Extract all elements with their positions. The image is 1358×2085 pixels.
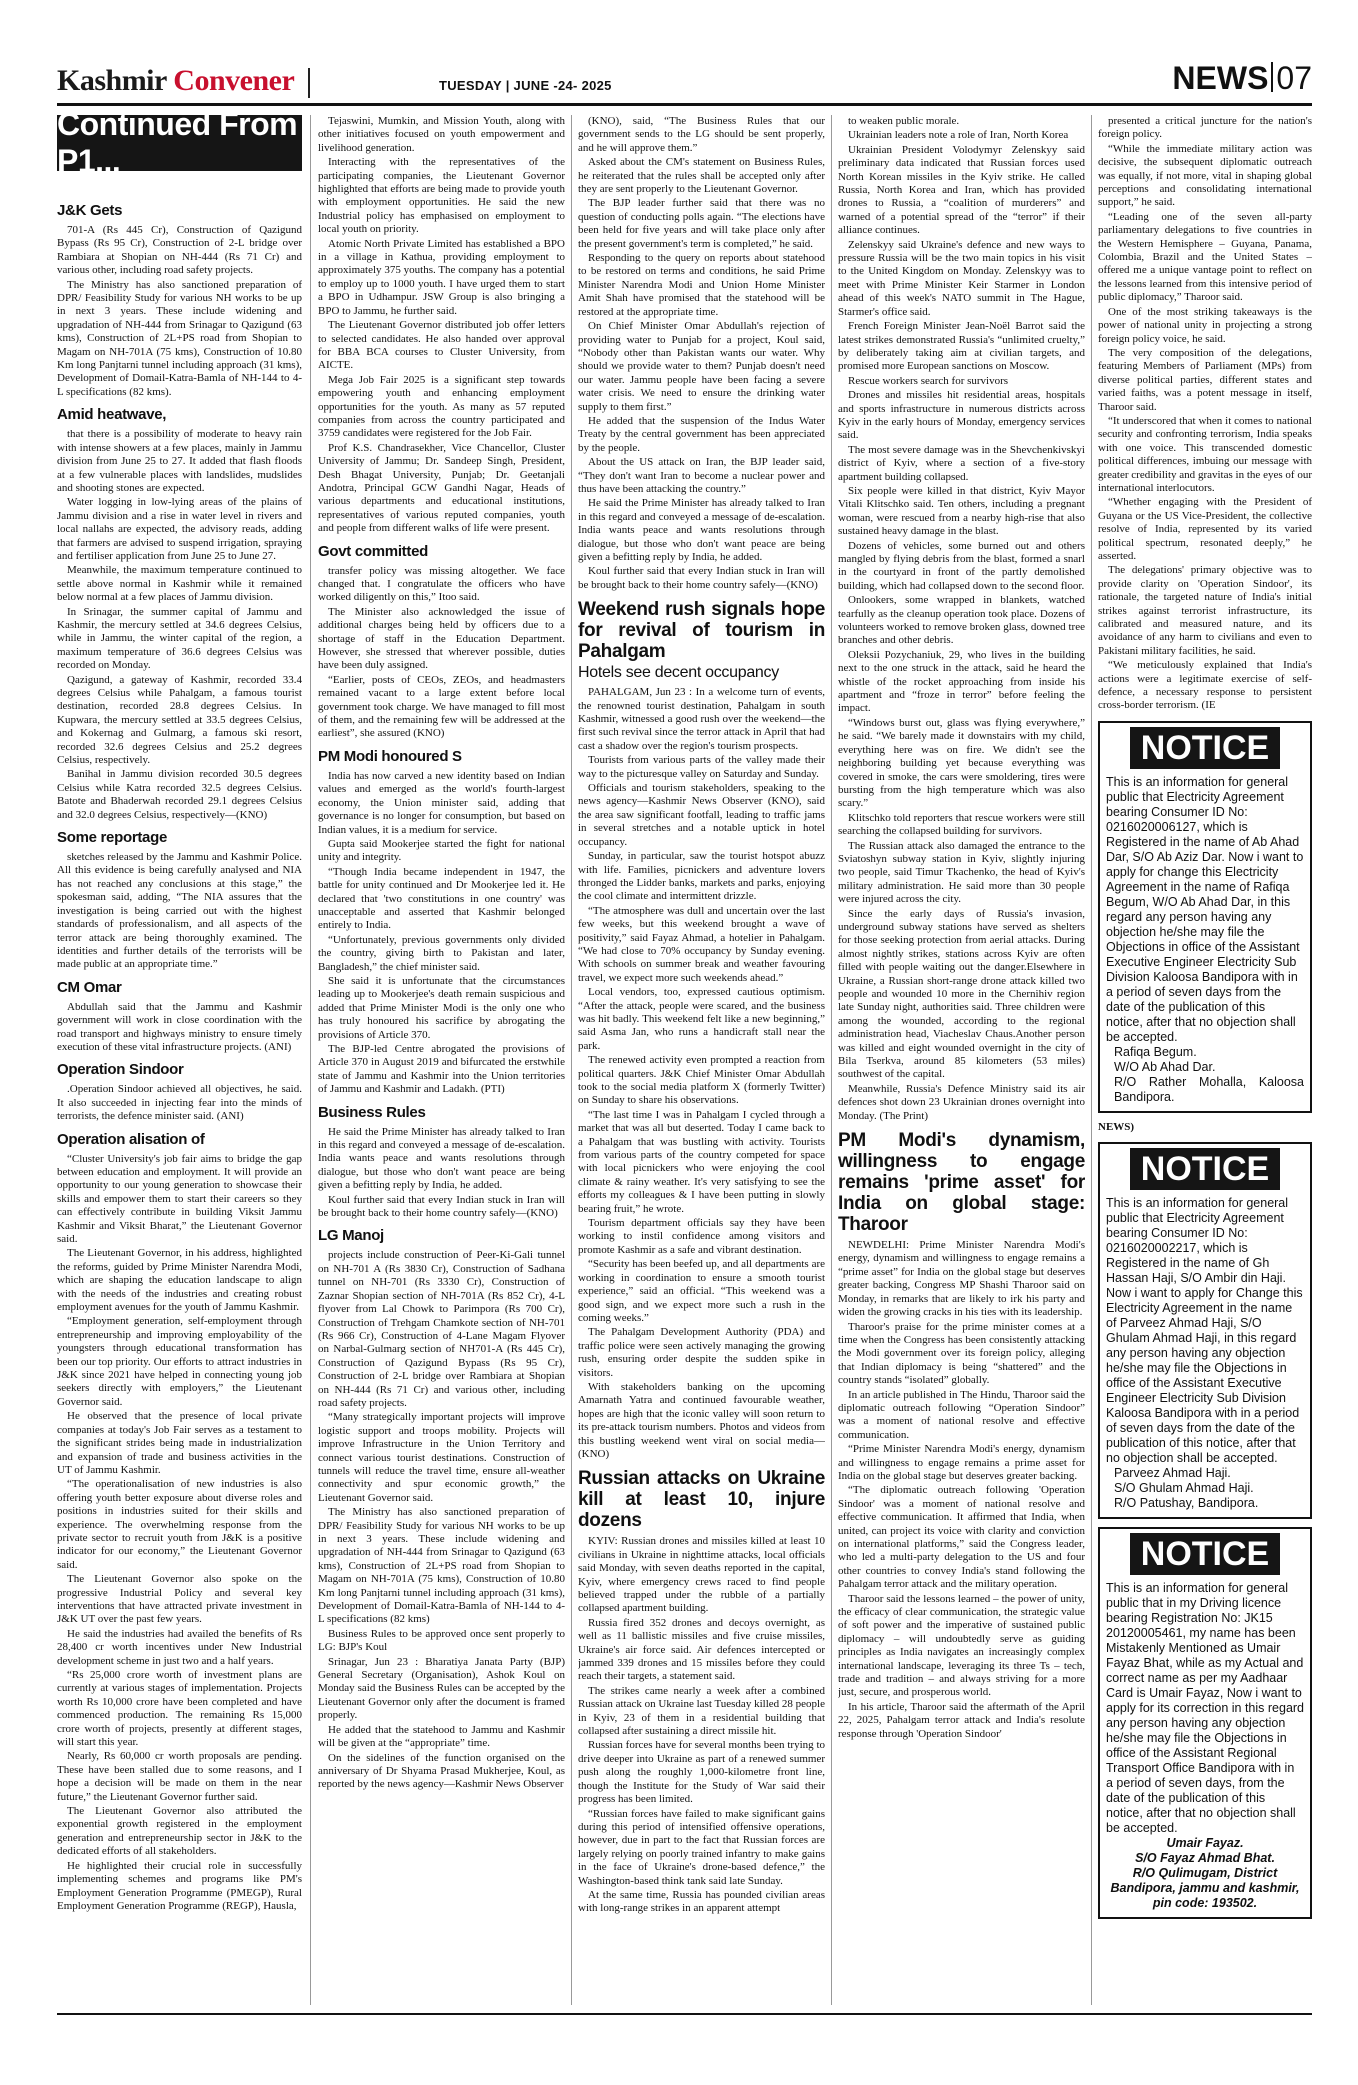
paragraph: About the US attack on Iran, the BJP leader said, “They don't want Iran to become a nuclear power and thus have been attacking the country.” (578, 456, 825, 495)
paragraph: Asked about the CM's statement on Business Rules, he reiterated that the rules shall be accepted only after they are sent properly to the Lieutenant Governor. (578, 156, 825, 196)
paragraph: Gupta said Mookerjee started the fight for national unity and integrity. (318, 837, 565, 864)
paragraph: Meanwhile, the maximum temperature continued to settle above normal in Kashmir while it remained below normal at a few places of Jammu division. (57, 564, 302, 604)
paragraph: Koul further said that every Indian stuck in Iran will be brought back to their home country safely—(KNO) (578, 565, 825, 591)
paragraph: Tourists from various parts of the valley made their way to the picturesque valley on Saturday and Sunday. (578, 754, 825, 780)
paragraph: The BJP leader further said that there was no question of conducting polls again. “The elections have been held for five years and will take place only after the present government's term is completed,” he said. (578, 197, 825, 250)
notice-box (1098, 1142, 1312, 1519)
paragraph: The BJP-led Centre abrogated the provisions of Article 370 in August 2019 and bifurcated the erstwhile state of Jammu and Kashmir into the Union territories of Jammu and Kashmir and Ladakh. (PTI) (318, 1043, 565, 1096)
notice-box (1098, 721, 1312, 1113)
paragraph: KYIV: Russian drones and missiles killed at least 10 civilians in Ukraine in nighttime attacks, local officials said Monday, with seven deaths reported in the capital, Kyiv, where emergency crews raced to find people believed trapped under the rubble of a partially collapsed apartment building. (578, 1535, 825, 1615)
paragraph: “Windows burst out, glass was flying everywhere,” he said. “We barely made it downstairs with my child, everything here was on fire. We didn't see the neighboring building yet because everything was covered in smoke, the cars were smoldering, tires were bursting from the high temperature which was also scary.” (838, 716, 1085, 810)
notice-signature: S/O Ghulam Ahmad Haji. (1114, 1481, 1254, 1496)
paragraph: “Many strategically important projects will improve logistic support and troops mobility. Projects will improve Infrastructure in the Union Territory and connect various tourist destinations. Construction of tunnels will reduce the travel time, ensure all-weather connectivity and spur economic growth,” the Lieutenant Governor said. (318, 1411, 565, 1504)
column-divider (1091, 115, 1092, 2005)
paragraph: “The diplomatic outreach following 'Operation Sindoor' was a moment of national resolve and effective communication. It affirmed that India, when united, can project its voice with clarity and conviction on international platforms,” said the Congress leader, who led a multi-party delegation to the US and four other countries to convey India's stand following the Pahalgam terror attack and the military operation. (838, 1484, 1085, 1591)
paragraph: In Srinagar, the summer capital of Jammu and Kashmir, the mercury settled at 34.6 degrees Celsius, while in Jammu, the winter capital of the region, a maximum temperature of 36.6 degrees Celsius was recorded on Monday. (57, 605, 302, 672)
headline: LG Manoj (318, 1227, 384, 1245)
paragraph: The Lieutenant Governor also spoke on the progressive Industrial Policy and several key interventions that have attracted private investment in J&K UT over the past few years. (57, 1573, 302, 1626)
headline: PM Modi's dynamism, willingness to engage remains 'prime asset' for India on global stage: Tharoor (838, 1130, 1085, 1236)
paragraph: “The atmosphere was dull and uncertain over the last few weeks, but this weekend brought a wave of positivity,” said Fayaz Ahmad, a hotelier in Pahalgam. “We had close to 70% occupancy by Sunday evening. With schools on summer break and weather favouring travel, we expect more such weekends ahead.” (578, 904, 825, 984)
headline: Amid heatwave, (57, 406, 167, 424)
paragraph: The Russian attack also damaged the entrance to the Sviatoshyn subway station in Kyiv, slightly injuring two people, said Timur Tkachenko, the head of Kyiv's military administration. He said more than 30 people were injured across the city. (838, 839, 1085, 906)
paragraph: The Lieutenant Governor distributed job offer letters to selected candidates. He also handed over approval for BBA BCA courses to Cluster University, from AICTE. (318, 319, 565, 372)
paragraph: Business Rules to be approved once sent properly to LG: BJP's Koul (318, 1627, 565, 1654)
notice-body: This is an information for general public that in my Driving licence bearing Registration No: JK15 20120005461, my name has been Mistakenly Mentioned as Umair Fayaz Bhat, while as my Actual and correct name as per my Aadhaar Card is Umair Fayaz, Now i want to apply for its correction in this regard any person having any objection he/she may file the Objections in office of the Assistant Regional Transport Office Bandipora with in a period of seven days, from the date of the publication of this notice, after that no objection shall be accepted. (1106, 1581, 1305, 1836)
paragraph: The Lieutenant Governor also attributed the exponential growth registered in the employment generation and entrepreneurship sector in J&K to the dedicated efforts of all stakeholders. (57, 1805, 302, 1858)
paragraph: Russian forces have for several months been trying to drive deeper into Ukraine as part of a renewed summer push along the roughly 1,000-kilometre front line, though the Institute for the Study of War said their progress has been limited. (578, 1739, 825, 1806)
paragraph: 701-A (Rs 445 Cr), Construction of Qazigund Bypass (Rs 95 Cr), Construction of 2-L bridge over Rambiara at Shopian on NH-444 (Rs 71 Cr) and various other, including road safety projects. (57, 224, 302, 277)
paragraph: Qazigund, a gateway of Kashmir, recorded 33.4 degrees Celsius while Pahalgam, a famous tourist destination, recorded 28.8 degrees Celsius. In Kupwara, the mercury settled at 33.5 degrees Celsius, and Kokernag and Gulmarg, a famous ski resort, recorded 32.6 degrees Celsius and 25.2 degrees Celsius, respectively. (57, 673, 302, 767)
paragraph: Meanwhile, Russia's Defence Ministry said its air defences shot down 23 Ukrainian drones overnight into Monday. (The Print) (838, 1082, 1085, 1122)
paragraph: “Cluster University's job fair aims to bridge the gap between education and employment. It will provide an opportunity to our young generation to showcase their skills and empower them to start their careers so they can effectively contribute in building Viksit Jammu Kashmir and Viksit Bharat,” the Lieutenant Governor said. (57, 1152, 302, 1245)
paragraph: NEWDELHI: Prime Minister Narendra Modi's energy, dynamism and willingness to engage remains a “prime asset” for India on the global stage but deserves greater backing, Congress MP Shashi Tharoor said on Monday, in remarks that are likely to irk his party and widen the growing cracks in his ties with its leadership. (838, 1239, 1085, 1319)
paragraph: (KNO), said, “The Business Rules that our government sends to the LG should be sent properly, and he will approve them.” (578, 115, 825, 154)
paragraph: The Lieutenant Governor, in his address, highlighted the reforms, guided by Prime Minister Narendra Modi, which are shaping the education landscape to align with the needs of the industries and creating robust employment avenues for the youth of Jammu Kashmir. (57, 1247, 302, 1314)
paragraph: In an article published in The Hindu, Tharoor said the diplomatic outreach following “Operation Sindoor” was a moment of national resolve and effective communication. (838, 1388, 1085, 1441)
paragraph: Prof K.S. Chandrasekher, Vice Chancellor, Cluster University of Jammu; Dr. Sandeep Singh, President, Desh Bhagat University, Punjab; Dr. Geetanjali Andotra, Principal GCW Gandhi Nagar, Heads of various departments and educational institutions, representatives of various reputed companies, youth and people from different walks of life were present. (318, 441, 565, 535)
paragraph: Since the early days of Russia's invasion, underground subway stations have served as shelters for those seeking protection from aerial attacks. During almost nightly strikes, stations across Kyiv are often filled with people waiting out the danger.Elsewhere in Ukraine, a Russian short-range drone attack killed two people and wounded 10 more in the Chernihiv region late Sunday night, authorities said. Three children were among the wounded, according to the regional administration head, Viacheslav Chaus.Another person was killed and eight wounded overnight in the city of Bila Tserkva, around 85 kilometers (53 miles) southwest of the capital. (838, 907, 1085, 1081)
paragraph: transfer policy was missing altogether. We face changed that. I congratulate the officers who have worked diligently on this,” Itoo said. (318, 564, 565, 604)
column-2 (318, 115, 565, 2005)
paragraph: “Rs 25,000 crore worth of investment plans are currently at various stages of implementation. Projects worth Rs 10,000 crore have been completed and have commenced production. The remaining Rs 15,000 crore worth of projects, presently at different stages, will start this year. (57, 1669, 302, 1749)
paragraph: He said the Prime Minister has already talked to Iran in this regard and conveyed a message of de-escalation. India wants peace and wants resolutions through dialogue, but those who don't want peace are being given a befitting reply by India, he added. (318, 1125, 565, 1192)
paragraph: The Ministry has also sanctioned preparation of DPR/ Feasibility Study for various NH works to be up in next 3 years. These include widening and upgradation of NH-444 from Srinagar to Qazigund (63 kms), Construction of 2L+PS road from Shopian to Magam on NH-701A (75 kms), Construction of 10.80 Km long Panjtarni tunnel including approach (31 kms), Development of Domail-Katra-Bamla of NH-144 to 4-L specifications (82 kms) (318, 1506, 565, 1626)
notice-box (1098, 1527, 1312, 1919)
headline: Govt committed (318, 542, 428, 560)
notice-body: This is an information for general public that Electricity Agreement bearing Consumer ID No: 0216020002217, which is Registered in the name of Gh Hassan Haji, S/O Ambir din Haji. Now i want to apply for Change this Electricity Agreement in the name of Parveez Ahmad Haji, S/O Ghulam Ahmad Haji, in this regard any person having any objection he/she may file the Objections in office of the Assistant Executive Engineer Electricity Sub Division Kaloosa Bandipora with in a period of seven days from the date of the publication of this notice, after that no objection shall be accepted. (1106, 1196, 1303, 1466)
paragraph: Ukrainian leaders note a role of Iran, North Korea (848, 129, 1069, 142)
paragraph: .Operation Sindoor achieved all objectives, he said. It also succeeded in injecting fear into the minds of terrorists, the defence minister said. (ANI) (57, 1083, 302, 1123)
column-divider (310, 115, 311, 2005)
paragraph: “Whether engaging with the President of Guyana or the US Vice-President, the collective resolve of India, represented by its varied political spectrum, resonated deeply,” he asserted. (1098, 496, 1312, 562)
paragraph: “Security has been beefed up, and all departments are working in coordination to ensure a smooth tourist experience,” said an official. “This weekend was a good sign, and we expect more such a rush in the coming weeks.” (578, 1258, 825, 1324)
paragraph: to weaken public morale. (848, 115, 960, 127)
paragraph: India has now carved a new identity based on Indian values and emerged as the world's fourth-largest economy, the Union minister said, adding that governance is no longer for consumption, but based on Indian values, it is a medium for service. (318, 769, 565, 836)
headline: CM Omar (57, 978, 122, 996)
paragraph: “We meticulously explained that India's actions were a legitimate exercise of self-defence, a necessary response to persistent cross-border terrorism. (IE (1098, 659, 1312, 712)
paragraph: French Foreign Minister Jean-Noël Barrot said the latest strikes demonstrated Russia's “unlimited cruelty,” by deliberately taking aim at civilian targets, and promised more European sanctions on Moscow. (838, 320, 1085, 373)
paragraph: Zelenskyy said Ukraine's defence and new ways to pressure Russia will be the two main topics in his visit to the United Kingdom on Monday. Zelenskyy was to meet with Prime Minister Keir Starmer in London ahead of this week's NATO summit in The Hague, Starmer's office said. (838, 238, 1085, 318)
headline: Weekend rush signals hope for revival of tourism in Pahalgam (578, 599, 825, 663)
headline: PM Modi honoured S (318, 747, 462, 765)
paragraph: Drones and missiles hit residential areas, hospitals and sports infrastructure in numerous districts across Kyiv in the early hours of Monday, emergency services said. (838, 389, 1085, 442)
column-divider (831, 115, 832, 2005)
paragraph: He said the Prime Minister has already talked to Iran in this regard and conveyed a message of de-escalation. India wants peace and wants resolutions through dialogue, but those who don't want peace are being given a befitting reply by India, he added. (578, 497, 825, 563)
notice-signature: W/O Ab Ahad Dar. (1114, 1059, 1216, 1074)
paragraph: Rescue workers search for survivors (848, 374, 1009, 387)
column-5 (1098, 115, 1312, 2005)
paragraph: Onlookers, some wrapped in blankets, watched tearfully as the cleanup operation took place. Dozens of volunteers worked to remove broken glass, downed tree branches and other debris. (838, 594, 1085, 647)
headline: Russian attacks on Ukraine kill at least 10, injure dozens (578, 1468, 825, 1532)
paragraph: “Leading one of the seven all-party parliamentary delegations to five countries in the Western Hemisphere – Guyana, Panama, Colombia, Brazil and the United States – offered me a unique vantage point to reflect on the lessons learned from this intensive period of public diplomacy,” Tharoor said. (1098, 210, 1312, 304)
paragraph: “Unfortunately, previous governments only divided the country, giving birth to Pakistan and later, Bangladesh,” the chief minister said. (318, 933, 565, 973)
notice-title: NOTICE (1130, 1533, 1280, 1575)
notice-signature: Umair Fayaz. (1166, 1836, 1244, 1851)
paragraph: Tharoor said the lessons learned – the power of unity, the efficacy of clear communication, the strategic value of soft power and the imperative of sustained public diplomacy – will undoubtedly serve as guiding principles as India navigates an increasingly complex international landscape, leveraging its three Ts – tech, trade and tradition – and always striving for a more just, secure, and prosperous world. (838, 1592, 1085, 1699)
paragraph: Ukrainian President Volodymyr Zelenskyy said preliminary data indicated that Russian forces used North Korean missiles in the Kyiv strike. He called Russia, North Korea and Iran, which has provided drones to Russia, a “coalition of murderers” and warned of a potential spread of the “terror” if their alliance continues. (838, 143, 1085, 237)
paragraph: Responding to the query on reports about statehood to be restored on terms and conditions, he said Prime Minister Narendra Modi and Union Home Minister Amit Shah have promised that the statehood will be restored at the appropriate time. (578, 252, 825, 318)
paragraph: “The operationalisation of new industries is also offering youth better exposure about diverse roles and positions in industries suited for their skills and experience. The overwhelming response from the private sector to recruit youth from J&K is a positive indicator for our economy,” the Lieutenant Governor said. (57, 1478, 302, 1571)
paragraph: He highlighted their crucial role in successfully implementing schemes and programs like PM's Employment Generation Programme (PMEGP), Rural Employment Generation Programme (REGP), Hausla, (57, 1859, 302, 1912)
paragraph: Local vendors, too, expressed cautious optimism. “After the attack, people were scared, and the business was hit badly. This weekend felt like a new beginning,” said Asma Jan, who runs a handicraft stall near the park. (578, 986, 825, 1052)
column-4 (838, 115, 1085, 2005)
continued-banner: Continued From P1... (57, 115, 302, 171)
paragraph: Banihal in Jammu division recorded 30.5 degrees Celsius while Katra recorded 32.5 degrees Celsius. Batote and Bhaderwah recorded 29.1 degrees Celsius and 32.0 degrees Celsius, respectively—(KNO) (57, 768, 302, 821)
paragraph: The very composition of the delegations, featuring Members of Parliament (MPs) from diverse political parties, different states and varied faiths, was a potent message in itself, Tharoor said. (1098, 346, 1312, 413)
paragraph: Tharoor's praise for the prime minister comes at a time when the Congress has been consistently attacking the Modi government over its foreign policy, alleging that Indian diplomacy is being “shattered” and the country stands “isolated” globally. (838, 1320, 1085, 1387)
column-1 (57, 195, 302, 2085)
paragraph: Atomic North Private Limited has established a BPO in a village in Kathua, providing employment to approximately 375 youths. The company has a potential to employ up to 1000 youth. I have urged them to start a BPO in Udhampur. JSW Group is also bringing a BPO to Jammu, he further said. (318, 237, 565, 317)
notice-signature: pin code: 193502. (1152, 1896, 1258, 1911)
paragraph: “It underscored that when it comes to national security and confronting terrorism, India speaks with one voice. This transcended domestic political differences, imbuing our message with greater credibility and gravitas in the eyes of our international interlocutors. (1098, 414, 1312, 494)
paragraph: The strikes came nearly a week after a combined Russian attack on Ukraine last Tuesday killed 28 people in Kyiv, 23 of them in a residential building that collapsed after sustaining a direct missile hit. (578, 1684, 825, 1738)
paragraph: Sunday, in particular, saw the tourist hotspot abuzz with life. Families, picnickers and adventure lovers thronged the Lidder banks, markets and parks, enjoying the cool climate and intermittent drizzle. (578, 850, 825, 903)
newspaper-logo: Kashmir Convener (57, 64, 310, 98)
paragraph: Klitschko told reporters that rescue workers were still searching the collapsed building for survivors. (838, 811, 1085, 838)
paragraph: “The last time I was in Pahalgam I cycled through a market that was all but deserted. Today I came back to a Pahalgam that was bustling with activity. Tourists from various parts of the country competed for space with local picnickers who were enjoying the cool climate & rainy weather. It's very satisfying to see the efforts my colleagues & I have been putting in slowly bearing fruit,” he wrote. (578, 1108, 825, 1215)
paragraph: sketches released by the Jammu and Kashmir Police. All this evidence is being carefully analysed and NIA has not reached any conclusions at this stage,” the spokesman said, adding, “The NIA assures that the investigation is being carried out with the highest standards of professionalism, and all aspects of the terror attack are being thoroughly examined. The identities and further details of the terrorists will be made public at an appropriate time.” (57, 851, 302, 971)
paragraph: Tourism department officials say they have been working to instil confidence among visitors and promote Kashmir as a safe and vibrant destination. (578, 1217, 825, 1256)
paragraph: With stakeholders banking on the upcoming Amarnath Yatra and continued favourable weather, hopes are high that the iconic valley will soon return to its pre-attack tourism numbers. Photos and videos from this bustling weekend went viral on social media—(KNO) (578, 1380, 825, 1460)
paragraph: On the sidelines of the function organised on the anniversary of Dr Shyama Prasad Mukherjee, Koul, as reported by the news agency—Kashmir News Observer (318, 1751, 565, 1791)
paragraph: Nearly, Rs 60,000 cr worth proposals are pending. These have been stalled due to some reasons, and I hope a decision will be made on them in the near future,” the Lieutenant Governor further said. (57, 1750, 302, 1803)
paragraph: “While the immediate military action was decisive, the subsequent diplomatic outreach was equally, if not more, vital in shaping global perceptions and consolidating international support,” he said. (1098, 142, 1312, 209)
paragraph: He said the industries had availed the benefits of Rs 28,400 cr worth incentives under New Industrial development scheme in just two and a half years. (57, 1627, 302, 1667)
paragraph: He added that the statehood to Jammu and Kashmir will be given at the “appropriate” time. (318, 1723, 565, 1750)
headline: J&K Gets (57, 202, 123, 219)
paragraph: He observed that the presence of local private companies at today's Job Fair serves as a testament to the significant strides being made in industrialization and expansion of trade and business activities in the UT of Jammu Kashmir. (57, 1410, 302, 1476)
paragraph: Koul further said that every Indian stuck in Iran will be brought back to their home country safely—(KNO) (318, 1193, 565, 1220)
paragraph: “Russian forces have failed to make significant gains during this period of intensified offensive operations, however, due in part to the fact that Russian forces are largely relying on poorly trained infantry to make gains in the face of Ukraine's drone-based defence,” the Washington-based think tank said late Sunday. (578, 1807, 825, 1887)
notice-signature: R/O Patushay, Bandipora. (1114, 1496, 1259, 1511)
paragraph: Tejaswini, Mumkin, and Mission Youth, along with other initiatives focused on youth empowerment and livelihood generation. (318, 115, 565, 154)
masthead (57, 58, 1312, 102)
paragraph: She said it is unfortunate that the circumstances leading up to Mookerjee's death remain suspicious and added that Prime Minister Modi is the only one who has truly honoured his sacrifice by abrogating the provisions of Article 370. (318, 974, 565, 1041)
notice-signature: Rafiqa Begum. (1114, 1044, 1197, 1059)
paragraph: One of the most striking takeaways is the power of national unity in projecting a strong foreign policy voice, he said. (1098, 305, 1312, 345)
notice-signature: R/O Qulimugam, District Bandipora, jammu and kashmir, (1110, 1866, 1300, 1896)
paragraph: Interacting with the representatives of the participating companies, the Lieutenant Governor highlighted that efforts are being made to provide youth with employment opportunities. He said the new Industrial policy has emphasised on employment to local youth on priority. (318, 156, 565, 236)
paragraph: projects include construction of Peer-Ki-Gali tunnel on NH-701 A (Rs 3830 Cr), Construction of Sadhana tunnel on NH-701 (Rs 3330 Cr), Construction of Zaznar Shopian section of NH-701A (Rs 852 Cr), 4-L flyover from Lal Chowk to Parimpora (Rs 700 Cr), Construction of Trehgam Chamkote section of NH-701 (Rs 966 Cr), Construction of 4-Lane Magam Flyover on Narbal-Gulmarg section of NH701-A (Rs 445 Cr), Construction of Qazigund Bypass (Rs 95 Cr), Construction of 2-L bridge over Rambiara at Shopian on NH-444 (Rs 71 Cr) and various other, including road safety projects. (318, 1249, 565, 1409)
paragraph: Officials and tourism stakeholders, speaking to the news agency—Kashmir News Observer (KNO), said the area saw significant footfall, leading to traffic jams in several stretches and a notable uptick in hotel occupancy. (578, 782, 825, 848)
paragraph: In his article, Tharoor said the aftermath of the April 22, 2025, Pahalgam terror attack and India's resolute response through 'Operation Sindoor' (838, 1700, 1085, 1740)
column-divider (571, 115, 572, 2005)
paragraph: Oleksii Pozychaniuk, 29, who lives in the building next to the one struck in the attack, said he heard the whistle of the rocket approaching from inside his apartment and “froze in terror” before feeling the impact. (838, 648, 1085, 715)
paragraph: The Ministry has also sanctioned preparation of DPR/ Feasibility Study for various NH works to be up in next 3 years. These include widening and upgradation of NH-444 from Srinagar to Qazigund (63 kms), Construction of 2L+PS road from Shopian to Magam on NH-701A (75 kms), Construction of 10.80 Km long Panjtarni tunnel including approach (31 kms), Development of Domail-Katra-Bamla of NH-144 to 4-L specifications (82 kms). (57, 278, 302, 398)
notice-signature: R/O Rather Mohalla, Kaloosa Bandipora. (1114, 1074, 1304, 1104)
paragraph: Water logging in low-lying areas of the plains of Jammu division and a rise in water level in rivers and local nallahs are expected, the advisory reads, adding that farmers are advised to suspend irrigation, spraying and fertiliser application from June 25 to June 27. (57, 496, 302, 562)
notice-signature: S/O Fayaz Ahmad Bhat. (1135, 1851, 1275, 1866)
issue-date: TUESDAY | JUNE -24- 2025 (439, 78, 612, 93)
headline: Operation Sindoor (57, 1061, 184, 1079)
paragraph: On Chief Minister Omar Abdullah's rejection of providing water to Punjab for a project, Koul said, “Nobody other than Pakistan wants our water. Why should we provide water to them? Punjab doesn't need our water. Jammu people have been facing a severe water crisis. We need to ensure the drinking water supply to them first.” (578, 320, 825, 413)
paragraph: The Minister also acknowledged the issue of additional charges being held by officers due to a shortage of staff in the Education Department. However, she stressed that wherever possible, duties have been duly assigned. (318, 605, 565, 672)
paragraph: The most severe damage was in the Shevchenkivskyi district of Kyiv, where a section of a five-story apartment building collapsed. (838, 443, 1085, 483)
footer-rule (57, 2013, 1312, 2015)
section-page-label: NEWS 07 (1172, 60, 1312, 96)
paragraph: The renewed activity even prompted a reaction from political quarters. J&K Chief Minister Omar Abdullah took to the social media platform X (formerly Twitter) on Sunday to share his observations. (578, 1054, 825, 1107)
paragraph: “Prime Minister Narendra Modi's energy, dynamism and willingness to engage remains a prime asset for India on the global stage but deserves greater backing. (838, 1443, 1085, 1482)
paragraph: At the same time, Russia has pounded civilian areas with long-range strikes in an apparent attempt (578, 1888, 825, 1915)
paragraph: The delegations' primary objective was to provide clarity on 'Operation Sindoor', its rationale, the targeted nature of India's initial strikes against terrorist infrastructure, its calibrated and measured nature, and its avoidance of any harm to civilians and even to Pakistani military facilities, he said. (1098, 564, 1312, 657)
paragraph: PAHALGAM, Jun 23 : In a welcome turn of events, the renowned tourist destination, Pahalgam in south Kashmir, witnessed a good rush over the weekend—the first such revival since the terror attack in April that had cast a shadow over the region's tourism prospects. (578, 686, 825, 752)
paragraph: The Pahalgam Development Authority (PDA) and traffic police were seen actively managing the growing rush, ensuring order despite the sudden spike in visitors. (578, 1326, 825, 1379)
paragraph: Russia fired 352 drones and decoys overnight, as well as 11 ballistic missiles and five cruise missiles, Ukraine's air force said. Air defences intercepted or jammed 339 drones and 15 missiles before they could reach their targets, a statement said. (578, 1616, 825, 1683)
paragraph: “Though India became independent in 1947, the battle for unity continued and Dr Mookerjee led it. He declared that 'two constitutions in one country' was unacceptable and asserted that Kashmir belonged entirely to India. (318, 865, 565, 932)
headline: Business Rules (318, 1103, 426, 1121)
notice-title: NOTICE (1130, 1148, 1280, 1190)
paragraph: “Employment generation, self-employment through entrepreneurship and improving employability of the youngsters through educational transformation has been our top priority. Our efforts to attract industries in J&K since 2021 have helped in connecting young job seekers directly with employers,” the Lieutenant Governor said. (57, 1315, 302, 1408)
headline: Some reportage (57, 829, 167, 847)
notice-title: NOTICE (1130, 727, 1280, 769)
paragraph: Srinagar, Jun 23 : Bharatiya Janata Party (BJP) General Secretary (Organisation), Ashok Koul on Monday said the Business Rules can be accepted by the Lieutenant Governor only after the document is framed properly. (318, 1655, 565, 1722)
headline: Operation alisation of (57, 1130, 205, 1148)
news-tag: NEWS) (1098, 1120, 1135, 1133)
paragraph: presented a critical juncture for the nation's foreign policy. (1098, 115, 1312, 141)
notice-signature: Parveez Ahmad Haji. (1114, 1466, 1231, 1481)
paragraph: Six people were killed in that district, Kyiv Mayor Vitali Klitschko said. Ten others, including a pregnant woman, were rescued from a nearby high-rise that also sustained heavy damage in the blast. (838, 484, 1085, 538)
paragraph: Mega Job Fair 2025 is a significant step towards empowering youth and enhancing employment opportunities for the youth. As many as 57 reputed companies from across the country participated and 3759 candidates were registered for the Job Fair. (318, 373, 565, 440)
paragraph: that there is a possibility of moderate to heavy rain with intense showers at a few places, mainly in Jammu division from June 25 to 27. It added that flash floods at a few vulnerable places with landslides, mudslides and shooting stones are expected. (57, 428, 302, 494)
subheadline: Hotels see decent occupancy (578, 664, 779, 682)
paragraph: “Earlier, posts of CEOs, ZEOs, and headmasters remained vacant to a large extent before local government took charge. We have managed to fill most of them, and the remaining few will be addressed at the earliest”, she assured (KNO) (318, 673, 565, 740)
column-3 (578, 115, 825, 2005)
paragraph: He added that the suspension of the Indus Water Treaty by the central government has been appreciated by the people. (578, 414, 825, 454)
paragraph: Dozens of vehicles, some burned out and others mangled by flying debris from the blast, formed a snarl in the courtyard in front of the partly demolished building, which had collapsed down to the second floor. (838, 539, 1085, 592)
notice-body: This is an information for general public that Electricity Agreement bearing Consumer ID No: 0216020006127, which is Registered in the name of Ab Ahad Dar, S/O Ab Aziz Dar. Now i want to apply for change this Electricity Agreement in the name of Rafiqa Begum, W/O Ab Ahad Dar, in this regard any person having any objection he/she may file the Objections in office of the Assistant Executive Engineer Electricity Sub Division Kaloosa Bandipora with in a period of seven days from the date of the publication of this notice, after that no objection shall be accepted. (1106, 774, 1304, 1044)
paragraph: Abdullah said that the Jammu and Kashmir government will work in close coordination with the road transport and highways ministry to ensure timely execution of these vital infrastructure projects. (ANI) (57, 1000, 302, 1053)
